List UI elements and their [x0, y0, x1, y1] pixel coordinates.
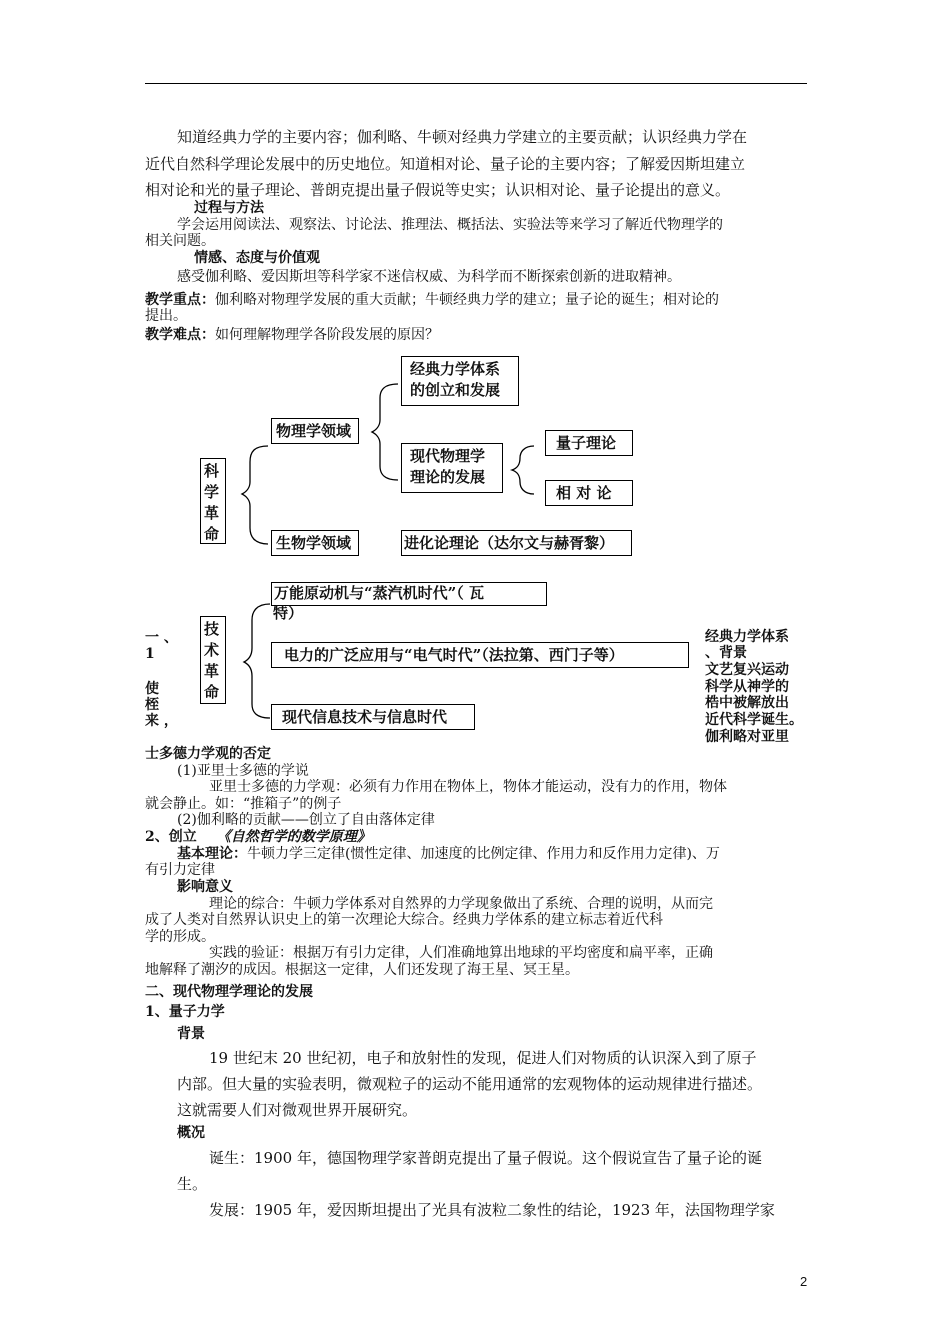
s1-line-4: 就会静止。如：“推箱子”的例子 — [145, 796, 342, 812]
s1-line-13: 实践的验证：根据万有引力定律，人们准确地算出地球的平均密度和扁平率，正确 — [209, 945, 713, 961]
side-left-5: 来 ， — [145, 713, 178, 729]
intro-line-3: 相对论和光的量子理论、普朗克提出量子假说等史实；认识相对论、量子论提出的意义。 — [145, 181, 731, 199]
s1-line-5: (2)伽利略的贡献——创立了自由落体定律 — [177, 812, 435, 828]
key-line-1: 伽利略对物理学发展的重大贡献；牛顿经典力学的建立；量子论的诞生；相对论的 — [215, 292, 719, 308]
s1-line-10: 理论的综合：牛顿力学体系对自然界的力学现象做出了系统、合理的说明，从而完 — [209, 896, 713, 912]
tech-rev-char: 革 — [204, 662, 220, 680]
attitude-title: 情感、态度与价值观 — [194, 250, 320, 266]
s1-line-1: 士多德力学观的否定 — [145, 746, 271, 762]
s2-ov-3: 发展：1905 年，爱因斯坦提出了光具有波粒二象性的结论，1923 年，法国物理学家 — [209, 1201, 775, 1219]
s1-line-7a: 基本理论： — [177, 846, 247, 862]
s2-bg-2: 内部。但大量的实验表明，微观粒子的运动不能用通常的宏观物体的运动规律进行描述。 — [177, 1075, 763, 1093]
s2-bg-3: 这就需要人们对微观世界开展研究。 — [177, 1101, 418, 1119]
s2-bg-1: 19 世纪末 20 世纪初，电子和放射性的发现，促进人们对物质的认识深入到了原子 — [209, 1049, 757, 1067]
steam-engine-line-2: 特） — [273, 604, 304, 622]
s1-line-6b: 《自然哲学的数学原理》 — [216, 829, 371, 845]
key-label: 教学重点： — [145, 292, 215, 308]
quantum-theory-box: 量子理论 — [545, 430, 633, 456]
sci-rev-char: 学 — [204, 483, 220, 501]
s2-bg-title: 背景 — [177, 1026, 205, 1042]
sci-rev-char: 科 — [204, 462, 220, 480]
science-revolution-box — [200, 458, 226, 544]
s1-line-9: 影响意义 — [177, 879, 233, 895]
steam-engine-box: 万能原动机与“蒸汽机时代”（ 瓦 — [271, 582, 547, 606]
classical-line-2: 的创立和发展 — [410, 381, 501, 399]
page-number: 2 — [800, 1274, 808, 1289]
attitude-line-1: 感受伽利略、爱因斯坦等科学家不迷信权威、为科学而不断探索创新的进取精神。 — [177, 269, 681, 285]
side-left-3: 使 — [145, 681, 159, 697]
side-left-2: 1 — [145, 646, 155, 662]
s1-line-2: (1)亚里士多德的学说 — [177, 763, 309, 779]
relativity-box: 相 对 论 — [545, 480, 633, 506]
difficult-label: 教学难点： — [145, 327, 215, 343]
information-age-box: 现代信息技术与信息时代 — [271, 704, 475, 730]
modern-line-2: 理论的发展 — [410, 468, 486, 486]
s2-ov-title: 概况 — [177, 1125, 205, 1141]
s1-line-14: 地解释了潮汐的成因。根据这一定律，人们还发现了海王星、冥王星。 — [145, 962, 579, 978]
electricity-box: 电力的广泛应用与“电气时代”（法拉第、西门子等） — [271, 642, 689, 668]
s1-line-6a: 2、创立 — [145, 829, 197, 845]
physics-field-box: 物理学领域 — [271, 418, 359, 444]
key-line-2: 提出。 — [145, 308, 187, 324]
tech-rev-char: 术 — [204, 641, 220, 659]
side-right-6: 近代科学诞生。 — [705, 712, 803, 728]
process-title: 过程与方法 — [194, 200, 264, 216]
s1-line-11: 成了人类对自然界认识史上的第一次理论大综合。经典力学体系的建立标志着近代科 — [145, 912, 663, 928]
side-right-1: 经典力学体系 — [705, 629, 789, 645]
side-right-5: 梏中被解放出 — [705, 695, 789, 711]
s1-line-12: 学的形成。 — [145, 929, 215, 945]
biology-field-box: 生物学领域 — [271, 530, 359, 556]
side-right-7: 伽利略对亚里 — [705, 729, 789, 745]
process-line-2: 相关问题。 — [145, 233, 215, 249]
classical-line-1: 经典力学体系 — [410, 360, 501, 378]
evolution-theory-box: 进化论理论（达尔文与赫胥黎） — [401, 530, 632, 556]
intro-line-2: 近代自然科学理论发展中的历史地位。知道相对论、量子论的主要内容；了解爱因斯坦建立 — [145, 155, 746, 173]
s1-line-8: 有引力定律 — [145, 862, 215, 878]
side-left-1: 一 、 — [145, 630, 178, 646]
difficult-text: 如何理解物理学各阶段发展的原因？ — [215, 327, 439, 343]
sci-rev-char: 革 — [204, 504, 220, 522]
side-right-2: 、背景 — [705, 645, 747, 661]
side-left-4: 桎 — [145, 697, 159, 713]
s2-title: 二、现代物理学理论的发展 — [145, 984, 313, 1000]
technology-revolution-box — [200, 616, 226, 704]
s2-sub: 1、量子力学 — [145, 1004, 225, 1020]
s2-ov-1: 诞生：1900 年，德国物理学家普朗克提出了量子假说。这个假说宣告了量子论的诞 — [209, 1149, 762, 1167]
side-right-4: 科学从神学的 — [705, 679, 789, 695]
tech-rev-char: 技 — [204, 620, 220, 638]
s1-line-3: 亚里士多德的力学观：必须有力作用在物体上，物体才能运动，没有力的作用，物体 — [209, 779, 727, 795]
s1-line-7 — [177, 845, 720, 863]
s2-ov-2: 生。 — [177, 1175, 208, 1193]
side-right-3: 文艺复兴运动 — [705, 662, 789, 678]
classical-mechanics-box — [401, 356, 519, 406]
intro-line-1: 知道经典力学的主要内容；伽利略、牛顿对经典力学建立的主要贡献；认识经典力学在 — [177, 128, 748, 146]
s1-line-6 — [145, 828, 371, 846]
process-line-1: 学会运用阅读法、观察法、讨论法、推理法、概括法、实验法等来学习了解近代物理学的 — [177, 217, 723, 233]
s1-line-7b: 牛顿力学三定律(惯性定律、加速度的比例定律、作用力和反作用力定律)、万 — [247, 846, 720, 862]
modern-physics-box — [401, 443, 503, 493]
tech-rev-char: 命 — [204, 683, 220, 701]
sci-rev-char: 命 — [204, 525, 220, 543]
modern-line-1: 现代物理学 — [410, 447, 486, 465]
